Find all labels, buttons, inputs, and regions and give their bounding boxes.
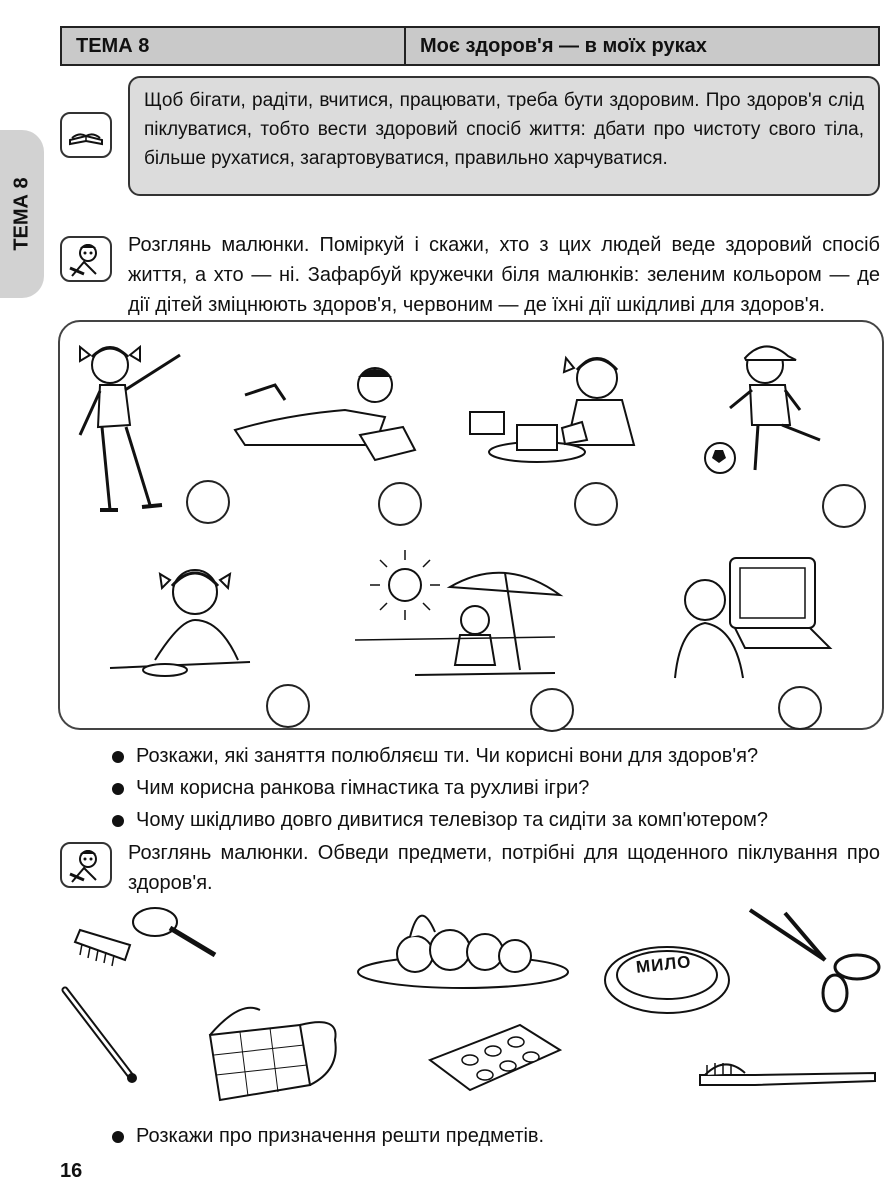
- book-icon: [60, 112, 112, 158]
- pencil-boy-icon: [60, 236, 112, 282]
- page-number: 16: [60, 1160, 83, 1182]
- boy-playing-ball-icon: [690, 330, 840, 480]
- answer-circle-4[interactable]: [822, 484, 866, 528]
- toothbrush-icon: [695, 1045, 885, 1100]
- answer-circle-6[interactable]: [530, 688, 574, 732]
- mask-icon: [200, 1000, 350, 1105]
- side-topic-tab: [0, 130, 44, 298]
- answer-circle-2[interactable]: [378, 482, 422, 526]
- info-box: Щоб бігати, радіти, вчитися, працювати, треба бути здоровим. Про здоров'я слід піклуватися, тобто вести здоровий спосіб життя: дбати про чистоту свого тіла, більше рухатися, загартовуватися, правильно харчуватися.: [128, 76, 880, 196]
- boy-sunbathing-icon: [355, 545, 565, 685]
- girl-eating-cakes-icon: [462, 340, 647, 470]
- boy-reading-lying-icon: [225, 355, 425, 470]
- topic-number: ТЕМА 8: [62, 28, 406, 64]
- question-2: Чим корисна ранкова гімнастика та рухливі ігри?: [108, 772, 878, 804]
- final-question-list: [108, 1120, 878, 1152]
- task-1-text: Розглянь малюнки. Поміркуй і скажи, хто з цих людей веде здоровий спосіб життя, а хто — ні. Зафарбуй кружечки біля малюнків: зеленим кольором — де дії дітей зміцнюють здоров'я, червоним — де їхні дії шкідливі для здоров'я.: [128, 234, 880, 316]
- pills-icon: [425, 1020, 565, 1095]
- comb-brush-icon: [70, 900, 220, 975]
- pencil-boy-icon-2: [60, 842, 112, 888]
- task-2-text: Розглянь малюнки. Обведи предмети, потрібні для щоденного піклування про здоров'я.: [128, 842, 880, 894]
- fruit-bowl-icon: [355, 892, 570, 992]
- answer-circle-7[interactable]: [778, 686, 822, 730]
- topic-header: [60, 26, 880, 66]
- questions-list: [108, 740, 878, 836]
- answer-circle-1[interactable]: [186, 480, 230, 524]
- thermometer-icon: [60, 985, 145, 1090]
- scissors-icon: [745, 905, 885, 1010]
- answer-circle-3[interactable]: [574, 482, 618, 526]
- final-question: Розкажи про призначення решти предметів.: [108, 1120, 878, 1152]
- girl-exercising-icon: [70, 335, 200, 525]
- question-3: Чому шкідливо довго дивитися телевізор та сидіти за комп'ютером?: [108, 804, 878, 836]
- topic-title: Моє здоров'я — в моїх руках: [420, 35, 707, 57]
- soap-label: МИЛО: [635, 952, 693, 977]
- answer-circle-5[interactable]: [266, 684, 310, 728]
- girl-eating-icon: [110, 550, 260, 685]
- side-topic-label: ТЕМА 8: [10, 177, 33, 251]
- soap-icon: [600, 935, 735, 1020]
- boy-at-computer-icon: [665, 548, 835, 688]
- question-1: Розкажи, які заняття полюбляєш ти. Чи корисні вони для здоров'я?: [108, 740, 878, 772]
